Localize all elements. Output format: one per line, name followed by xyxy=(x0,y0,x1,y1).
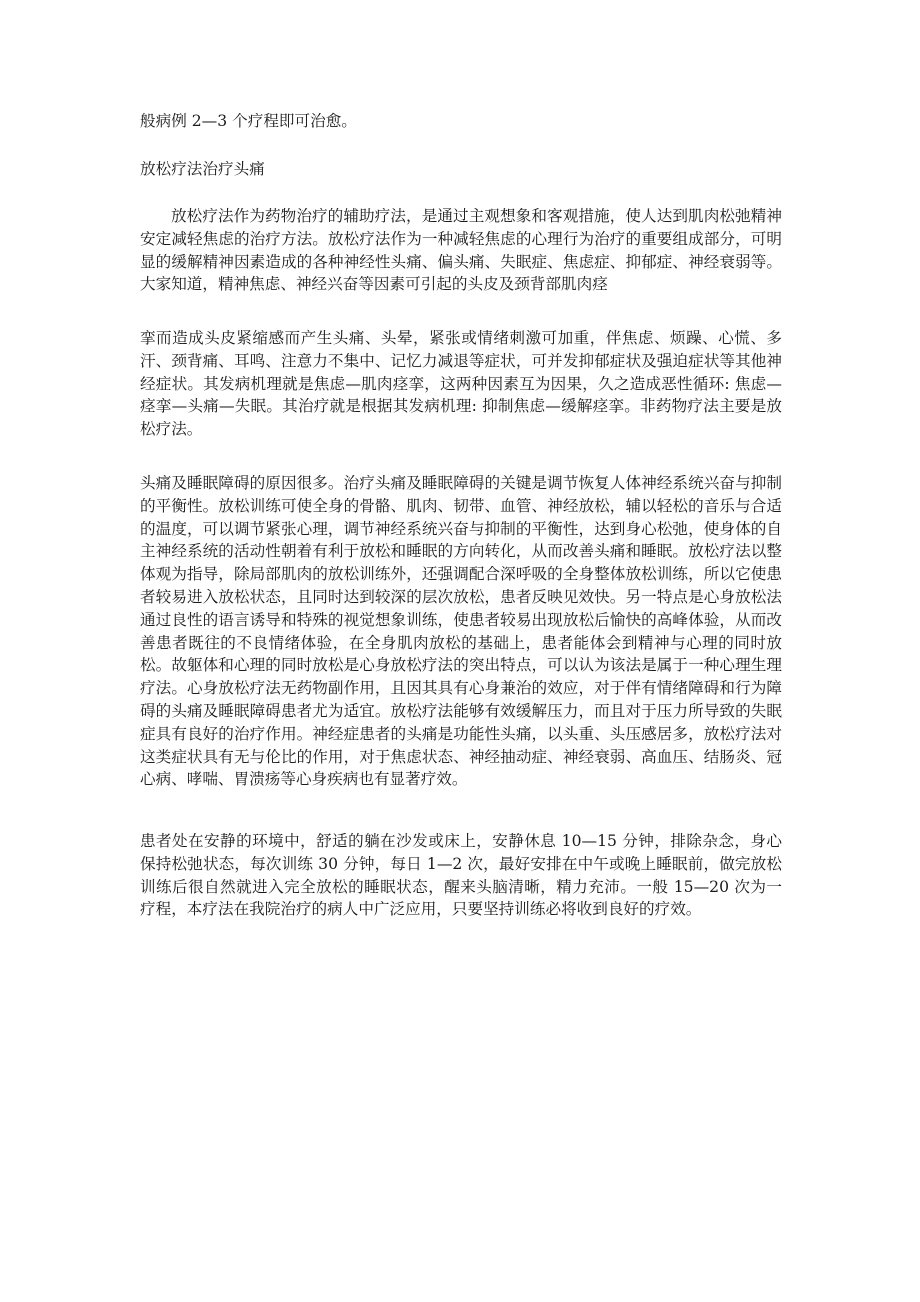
paragraph-intro: 放松疗法作为药物治疗的辅助疗法，是通过主观想象和客观措施，使人达到肌肉松弛精神安定减轻焦虑的治疗方法。放松疗法作为一种减轻焦虑的心理行为治疗的重要组成部分，可明显的缓解精神因素造成的各种神经性头痛、偏头痛、失眠症、焦虑症、抑郁症、神经衰弱等。大家知道，精神焦虑、神经兴奋等因素可引起的头皮及颈背部肌肉痉 xyxy=(140,207,782,294)
section-title: 放松疗法治疗头痛 xyxy=(140,160,265,178)
paragraph-method: 患者处在安静的环境中，舒适的躺在沙发或床上，安静休息 10—15 分钟，排除杂念，身心保持松弛状态，每次训练 30 分钟，每日 1—2 次，最好安排在中午或晚上睡眠前，做完放松训练后很自然就进入完全放松的睡眠状态，醒来头脑清晰，精力充沛。一般 15—20 次为一疗程，本疗法在我院治疗的病人中广泛应用，只要坚持训练必将收到良好的疗效。 xyxy=(140,832,782,919)
paragraph-treatment: 头痛及睡眠障碍的原因很多。治疗头痛及睡眠障碍的关键是调节恢复人体神经系统兴奋与抑制的平衡性。放松训练可使全身的骨骼、肌肉、韧带、血管、神经放松，辅以轻松的音乐与合适的温度，可以调节紧张心理，调节神经系统兴奋与抑制的平衡性，达到身心松弛，使身体的自主神经系统的活动性朝着有利于放松和睡眠的方向转化，从而改善头痛和睡眠。放松疗法以整体观为指导，除局部肌肉的放松训练外，还强调配合深呼吸的全身整体放松训练，所以它使患者较易进入放松状态，且同时达到较深的层次放松，患者反映见效快。另一特点是心身放松法通过良性的语言诱导和特殊的视觉想象训练，使患者较易出现放松后愉快的高峰体验，从而改善患者既往的不良情绪体验，在全身肌肉放松的基础上，患者能体会到精神与心理的同时放松。故躯体和心理的同时放松是心身放松疗法的突出特点，可以认为该法是属于一种心理生理疗法。心身放松疗法无药物副作用，且因其具有心身兼治的效应，对于伴有情绪障碍和行为障碍的头痛及睡眠障碍患者尤为适宜。放松疗法能够有效缓解压力，而且对于压力所导致的失眠症具有良好的治疗作用。神经症患者的头痛是功能性头痛，以头重、头压感居多，放松疗法对这类症状具有无与伦比的作用，对于焦虑状态、神经抽动症、神经衰弱、高血压、结肠炎、冠心病、哮喘、胃溃疡等心身疾病也有显著疗效。 xyxy=(140,474,782,789)
paragraph-mechanism: 挛而造成头皮紧缩感而产生头痛、头晕，紧张或情绪刺激可加重，伴焦虑、烦躁、心慌、多汗、颈背痛、耳鸣、注意力不集中、记忆力减退等症状，可并发抑郁症状及强迫症状等其他神经症状。其发病机理就是焦虑—肌肉痉挛，这两种因素互为因果，久之造成恶性循环: 焦虑—痉挛—头痛—失眠。其治疗就是根据其发病机理: 抑制焦虑—缓解痉挛。非药物疗法主要是放松疗法。 xyxy=(140,329,782,439)
continued-line: 般病例 2—3 个疗程即可治愈。 xyxy=(140,112,357,130)
